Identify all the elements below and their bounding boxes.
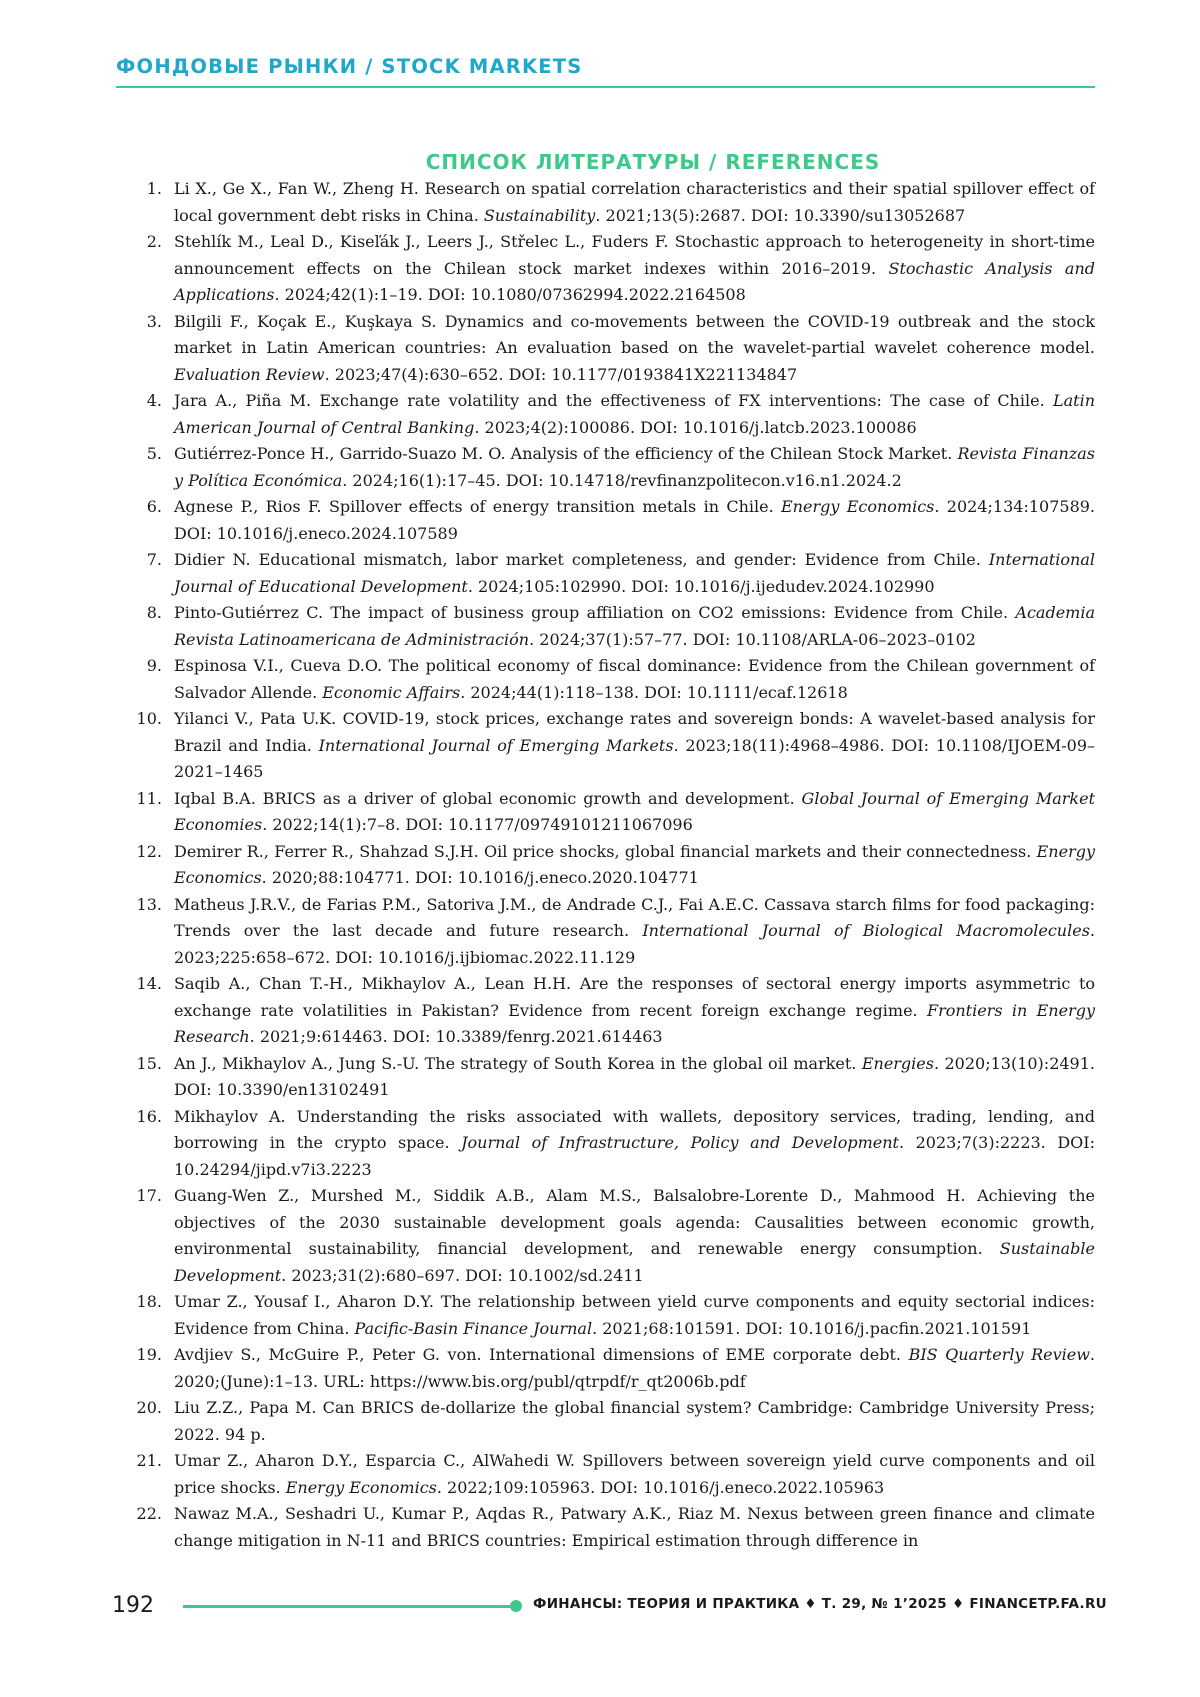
reference-item [132,388,1095,441]
reference-text [174,603,1095,649]
reference-journal: Journal of Infrastructure, Policy and Development [461,1133,899,1152]
reference-authors-title: Gutiérrez-Ponce H., Garrido-Suazo M. O. Analysis of the efficiency of the Chilean Stock Market. [174,444,958,463]
reference-journal: Academia Revista Latinoamericana de Administración [174,603,1095,649]
reference-text [174,709,1095,781]
reference-journal: Sustainable Development [174,1239,1095,1285]
reference-journal: Global Journal of Emerging Market Economies [174,788,1095,834]
reference-item [132,494,1095,547]
reference-authors-title: Guang-Wen Z., Murshed M., Siddik A.B., Alam M.S., Balsalobre-Lorente D., Mahmood H. Achieving the objectives of the 2030 sustainable development goals agenda: Causalities between economic growth, environmental sustainability, financial development, and renewable energy consumption. [174,1186,1095,1258]
reference-authors-title: Didier N. Educational mismatch, labor market completeness, and gender: Evidence from Chile. [174,550,989,569]
reference-authors-title: Mikhaylov A. Understanding the risks associated with wallets, depository services, trading, lending, and borrowing in the crypto space. [174,1106,1095,1152]
reference-text [174,789,1095,835]
reference-journal: Energies [861,1053,934,1073]
reference-text [174,497,1095,543]
reference-text [174,391,1095,437]
reference-number: 3. [146,311,162,331]
reference-number: 19. [136,1345,162,1364]
reference-text [174,232,1095,304]
reference-authors-title: Umar Z., Aharon D.Y., Esparcia C., AlWahedi W. Spillovers between sovereign yield curve components and oil price shocks. [174,1451,1095,1497]
reference-item [132,1395,1095,1448]
reference-details: . 2020;13(10):2491. DOI: 10.3390/en13102491 [174,1053,1095,1099]
reference-number: 10. [136,709,162,728]
reference-authors-title: Umar Z., Yousaf I., Aharon D.Y. The relationship between yield curve components and equity sectorial indices: Evidence from China. [174,1292,1095,1338]
reference-authors-title: Demirer R., Ferrer R., Shahzad S.J.H. Oil price shocks, global financial markets and their connectedness. [174,841,1037,861]
reference-authors-title: Avdjiev S., McGuire P., Peter G. von. International dimensions of EME corporate debt. [174,1345,909,1364]
reference-journal: International Journal of Emerging Markets [318,735,674,755]
reference-text [174,1398,1095,1444]
reference-journal: International Journal of Educational Development [174,550,1095,596]
reference-details: . 2024;37(1):57–77. DOI: 10.1108/ARLA-06–2023–0102 [529,629,976,649]
reference-journal: Latin American Journal of Central Banking [174,391,1095,437]
reference-journal: Frontiers in Energy Research [174,1000,1095,1046]
reference-authors-title: Nawaz M.A., Seshadri U., Kumar P., Aqdas R., Patwary A.K., Riaz M. Nexus between green finance and climate change mitigation in N-11 and BRICS countries: Empirical estimation through difference in [174,1504,1095,1550]
reference-journal: Revista Finanzas y Política Económica [174,444,1095,490]
reference-details: . 2020;(June):1–13. URL: https://www.bis.org/publ/qtrpdf/r_qt2006b.pdf [174,1345,1096,1391]
reference-item [132,176,1095,229]
reference-number: 6. [146,497,162,516]
page-number: 192 [112,1593,154,1618]
reference-journal: Pacific-Basin Finance Journal [354,1318,593,1338]
reference-number: 11. [136,788,162,808]
reference-item [132,892,1095,972]
reference-text [174,1504,1095,1550]
reference-details: . 2024;42(1):1–19. DOI: 10.1080/07362994.2022.2164508 [274,285,746,304]
reference-text [174,1054,1095,1100]
reference-text [174,312,1095,384]
reference-text [174,895,1095,967]
reference-text [174,1345,1095,1391]
reference-item [132,600,1095,653]
reference-text [174,179,1095,225]
reference-details: . 2023;7(3):2223. DOI: 10.24294/jipd.v7i3.2223 [174,1133,1095,1179]
reference-details: . 2022;14(1):7–8. DOI: 10.1177/09749101211067096 [262,815,693,834]
reference-journal: Evaluation Review [174,364,325,384]
reference-journal: Energy Economics [781,497,935,516]
reference-number: 1. [146,179,162,198]
footer-divider [183,1605,513,1608]
reference-item [132,309,1095,389]
reference-details: . 2024;16(1):17–45. DOI: 10.14718/revfinanzpolitecon.v16.n1.2024.2 [342,470,902,490]
footer-journal-title: ФИНАНСЫ: ТЕОРИЯ И ПРАКТИКА ♦ Т. 29, № 1’2025 ♦ FINANCETP.FA.RU [533,1596,1107,1612]
reference-details: . 2021;13(5):2687. DOI: 10.3390/su13052687 [595,205,966,225]
reference-item [132,1051,1095,1104]
reference-list [132,176,1095,1554]
references-heading: СПИСОК ЛИТЕРАТУРЫ / REFERENCES [425,150,881,174]
reference-text [174,656,1095,702]
reference-authors-title: Agnese P., Rios F. Spillover effects of energy transition metals in Chile. [174,497,781,516]
reference-authors-title: Bilgili F., Koçak E., Kuşkaya S. Dynamics and co-movements between the COVID-19 outbreak and the stock market in Latin American countries: An evaluation based on the wavelet-partial wavelet coherence model. [174,311,1095,357]
header-divider [116,86,1095,88]
reference-item [132,1448,1095,1501]
reference-number: 21. [136,1451,162,1470]
reference-journal: Stochastic Analysis and Applications [174,258,1095,304]
reference-item [132,1289,1095,1342]
reference-item [132,786,1095,839]
reference-number: 5. [146,444,162,463]
reference-item [132,1104,1095,1184]
reference-authors-title: Stehlík M., Leal D., Kiseľák J., Leers J., Střelec L., Fuders F. Stochastic approach to heterogeneity in short-time announcement effects on the Chilean stock market indexes within 2016–2019. [174,232,1095,278]
footer-dot-icon [510,1600,522,1612]
reference-journal: Economic Affairs [322,682,461,702]
reference-details: . 2020;88:104771. DOI: 10.1016/j.eneco.2020.104771 [261,868,699,887]
reference-number: 7. [146,550,162,569]
reference-text [174,1451,1095,1497]
reference-journal: BIS Quarterly Review [908,1345,1090,1364]
reference-number: 17. [136,1186,162,1205]
reference-item [132,706,1095,786]
reference-number: 22. [136,1504,162,1523]
reference-details: . 2023;18(11):4968–4986. DOI: 10.1108/IJOEM-09–2021–1465 [174,735,1096,781]
reference-authors-title: Matheus J.R.V., de Farias P.M., Satoriva J.M., de Andrade C.J., Fai A.E.C. Cassava starch films for food packaging: Trends over the last decade and future research. [174,894,1095,940]
reference-number: 4. [146,391,162,410]
reference-authors-title: Saqib A., Chan T.-H., Mikhaylov A., Lean H.H. Are the responses of sectoral energy imports asymmetric to exchange rate volatilities in Pakistan? Evidence from recent foreign exchange regime. [174,974,1095,1020]
reference-details: . 2024;134:107589. DOI: 10.1016/j.eneco.2024.107589 [174,497,1096,543]
reference-details: . 2023;31(2):680–697. DOI: 10.1002/sd.2411 [281,1265,644,1285]
reference-item [132,1183,1095,1289]
reference-journal: Energy Economics [174,841,1095,887]
reference-details: . 2024;105:102990. DOI: 10.1016/j.ijedudev.2024.102990 [467,576,935,596]
reference-item [132,441,1095,494]
reference-text [174,1292,1095,1338]
reference-number: 14. [136,974,162,993]
reference-authors-title: Yilanci V., Pata U.K. COVID-19, stock prices, exchange rates and sovereign bonds: A wavelet-based analysis for Brazil and India. [174,709,1095,755]
reference-item [132,653,1095,706]
reference-number: 16. [136,1106,162,1126]
reference-item [132,1342,1095,1395]
reference-text [174,444,1095,490]
reference-number: 15. [136,1053,162,1073]
reference-authors-title: Espinosa V.I., Cueva D.O. The political economy of fiscal dominance: Evidence from the Chilean government of Salvador Allende. [174,656,1095,702]
reference-authors-title: Liu Z.Z., Papa M. Can BRICS de-dollarize the global financial system? Cambridge: Cambridge University Press; 2022. 94 p. [174,1398,1095,1444]
reference-number: 20. [136,1398,162,1417]
reference-details: . 2021;9:614463. DOI: 10.3389/fenrg.2021.614463 [249,1027,663,1046]
reference-details: . 2021;68:101591. DOI: 10.1016/j.pacfin.2021.101591 [592,1318,1032,1338]
reference-authors-title: Li X., Ge X., Fan W., Zheng H. Research on spatial correlation characteristics and their spatial spillover effect of local government debt risks in China. [174,179,1095,225]
reference-item [132,229,1095,309]
reference-details: . 2024;44(1):118–138. DOI: 10.1111/ecaf.12618 [460,682,848,702]
reference-authors-title: Pinto-Gutiérrez C. The impact of business group affiliation on CO2 emissions: Evidence from Chile. [174,603,1016,622]
reference-number: 9. [146,656,162,675]
reference-journal: International Journal of Biological Macromolecules [642,921,1090,940]
reference-text [174,550,1095,596]
reference-number: 8. [146,603,162,622]
reference-text [174,1186,1095,1285]
reference-text [174,842,1095,888]
reference-authors-title: Iqbal B.A. BRICS as a driver of global economic growth and development. [174,788,802,808]
reference-journal: Sustainability [483,205,596,225]
reference-number: 12. [136,841,162,861]
reference-number: 13. [136,894,162,914]
reference-number: 18. [136,1292,162,1311]
running-header: ФОНДОВЫЕ РЫНКИ / STOCK MARKETS [116,55,583,78]
reference-item [132,971,1095,1051]
reference-journal: Energy Economics [285,1477,437,1497]
reference-number: 2. [146,232,162,251]
reference-details: . 2022;109:105963. DOI: 10.1016/j.eneco.2022.105963 [436,1477,885,1497]
reference-authors-title: Jara A., Piña M. Exchange rate volatility and the effectiveness of FX interventions: The case of Chile. [174,391,1053,410]
reference-item [132,839,1095,892]
reference-authors-title: An J., Mikhaylov A., Jung S.-U. The strategy of South Korea in the global oil market. [174,1053,862,1073]
reference-text [174,1107,1095,1179]
reference-item [132,1501,1095,1554]
reference-item [132,547,1095,600]
reference-text [174,974,1095,1046]
reference-details: . 2023;47(4):630–652. DOI: 10.1177/0193841X221134847 [324,364,798,384]
reference-details: . 2023;225:658–672. DOI: 10.1016/j.ijbiomac.2022.11.129 [174,921,1095,967]
reference-details: . 2023;4(2):100086. DOI: 10.1016/j.latcb.2023.100086 [474,417,917,437]
